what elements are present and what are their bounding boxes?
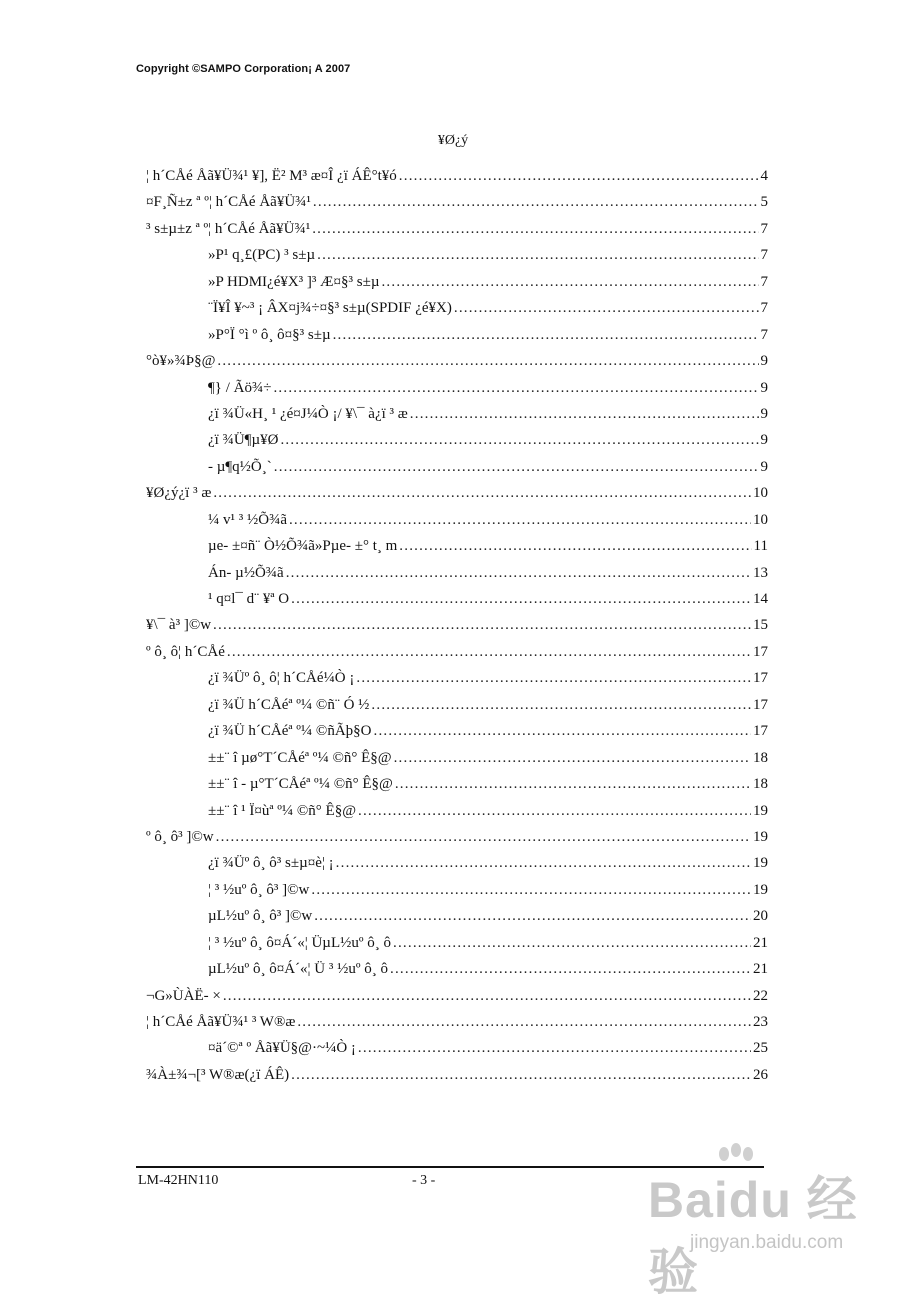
toc-entry-label: »P¹ q¸£(PC) ³ s±µ [208, 247, 316, 264]
toc-leader-dots [394, 750, 751, 767]
toc-entry-page: 9 [760, 379, 768, 396]
watermark-brand: Baidu 经验 [648, 1172, 858, 1300]
toc-entry-label: - µ¶q½Õ¸` [208, 458, 272, 475]
toc-entry-page: 9 [760, 353, 768, 370]
toc-entry-label: ¥Ø¿ý¿ï ³ æ [146, 485, 212, 502]
toc-entry[interactable] [146, 406, 768, 432]
toc-entry[interactable] [146, 908, 768, 934]
toc-entry[interactable] [146, 353, 768, 379]
toc-entry-label: °ò¥»¾Þ§@ [146, 353, 216, 370]
toc-entry-page: 25 [753, 1040, 768, 1057]
toc-entry-label: ¿ï ¾Üº ô¸ ô³ s±µ¤è¦ ¡ [208, 855, 334, 872]
toc-leader-dots [227, 644, 751, 661]
toc-entry-page: 17 [753, 723, 768, 740]
toc-entry[interactable] [146, 274, 768, 300]
toc-leader-dots [358, 803, 751, 820]
toc-entry-page: 15 [753, 617, 768, 634]
toc-entry-page: 4 [760, 168, 768, 184]
toc-entry-label: »P HDMI¿é¥X³ ]³ Æ¤§³ s±µ [208, 273, 380, 290]
toc-leader-dots [371, 697, 751, 714]
toc-entry-page: 19 [753, 855, 768, 872]
toc-entry-label: ±±¨ î µø°T´CÅéª º¼ ©ñ° Ê§@ [208, 749, 392, 766]
toc-leader-dots [216, 829, 751, 846]
toc-leader-dots [317, 247, 758, 264]
toc-entry-page: 7 [760, 300, 768, 317]
toc-entry-page: 10 [753, 485, 768, 502]
toc-leader-dots [286, 565, 751, 582]
toc-entry-label: ¼ v¹ ³ ½Õ¾ã [208, 511, 287, 528]
toc-title: ¥Ø¿ý [437, 133, 469, 148]
toc-entry[interactable] [146, 485, 768, 511]
toc-entry[interactable] [146, 591, 768, 617]
toc-entry[interactable] [146, 1067, 768, 1093]
toc-entry[interactable] [146, 247, 768, 273]
toc-leader-dots [336, 855, 751, 872]
toc-entry-page: 22 [753, 987, 768, 1004]
toc-entry-label: ¿ï ¾Ü h´CÅéª º¼ ©ñ¨ Ó ½ [208, 696, 370, 713]
toc-entry-label: µL½uº ô¸ ô³ ]©w [208, 908, 313, 925]
toc-entry-label: ¨Ï¥Î ¥~³ ¡ ÂX¤j¾÷¤§³ s±µ(SPDIF ¿é¥X) [208, 300, 452, 317]
toc-entry-page: 21 [753, 934, 768, 951]
copyright-notice: Copyright ©SAMPO Corporation¡ A 2007 [136, 63, 351, 75]
toc-entry-label: ¹ q¤l¯ d¨ ¥ª O [208, 591, 290, 607]
watermark-url: jingyan.baidu.com [690, 1232, 844, 1253]
toc-leader-dots [410, 406, 759, 423]
toc-entry-page: 9 [760, 432, 768, 449]
toc-entry[interactable] [146, 961, 768, 987]
toc-entry-label: ¦ ³ ½uº ô¸ ô³ ]©w [208, 881, 310, 898]
toc-entry[interactable] [146, 723, 768, 749]
toc-leader-dots [454, 300, 759, 317]
toc-entry[interactable] [146, 829, 768, 855]
toc-entry-page: 23 [753, 1014, 768, 1030]
toc-entry[interactable] [146, 300, 768, 326]
toc-entry-page: 17 [753, 643, 768, 660]
toc-entry-label: ¿ï ¾Ü¶µ¥Ø [208, 432, 279, 449]
toc-entry-label: ¤ä´©ª º Åã¥Ü§@·~¼Ò ¡ [208, 1040, 356, 1057]
toc-leader-dots [291, 1067, 751, 1084]
toc-entry-page: 21 [753, 961, 768, 978]
toc-leader-dots [390, 961, 751, 978]
toc-leader-dots [213, 485, 751, 502]
toc-entry-label: ¦ h´CÅé Åã¥Ü¾¹ ³ W®æ [146, 1014, 296, 1030]
toc-entry-page: 9 [760, 458, 768, 475]
toc-entry[interactable] [146, 380, 768, 406]
toc-entry-page: 18 [753, 749, 768, 766]
toc-entry-label: º ô¸ ô¦ h´CÅé [146, 643, 225, 660]
toc-leader-dots [395, 776, 751, 793]
toc-entry[interactable] [146, 459, 768, 485]
toc-leader-dots [399, 168, 759, 185]
toc-entry-label: µe- ±¤ñ¨ Ò½Õ¾ã»Pµe- ±° t¸ m [208, 538, 398, 555]
toc-entry-label: ¦ h´CÅé Åã¥Ü¾¹ ¥], Ë² M³ æ¤Î ¿ï ÁÊ°t¥ó [146, 168, 397, 184]
footer-model: LM-42HN110 [138, 1173, 219, 1188]
toc-entry-page: 18 [753, 776, 768, 793]
toc-entry-page: 10 [753, 511, 768, 528]
toc-entry-page: 19 [753, 828, 768, 845]
toc-leader-dots [280, 432, 758, 449]
toc-entry-label: ¿ï ¾Ü«H¸ ¹ ¿é¤J¼Ò ¡/ ¥\¯ à¿ï ³ æ [208, 405, 408, 422]
toc-entry-label: ¦ ³ ½uº ô¸ ô¤Á´«¦ ÜµL½uº ô¸ ô [208, 934, 392, 951]
toc-entry[interactable] [146, 644, 768, 670]
toc-entry[interactable] [146, 697, 768, 723]
toc-entry[interactable] [146, 988, 768, 1014]
toc-entry-label: º ô¸ ô³ ]©w [146, 828, 214, 845]
toc-leader-dots [223, 988, 751, 1005]
toc-entry[interactable] [146, 882, 768, 908]
toc-entry[interactable] [146, 855, 768, 881]
toc-entry-label: ¤F¸Ñ±z ª º¦ h´CÅé Åã¥Ü¾¹ [146, 194, 311, 211]
baidu-watermark [638, 1140, 900, 1300]
toc-entry-page: 13 [753, 564, 768, 581]
toc-entry-page: 17 [753, 670, 768, 687]
toc-entry-page: 7 [760, 273, 768, 290]
toc-leader-dots [274, 459, 759, 476]
toc-leader-dots [313, 194, 759, 211]
toc-leader-dots [273, 380, 758, 397]
toc-entry-label: µL½uº ô¸ ô¤Á´«¦ Ü ³ ½uº ô¸ ô [208, 961, 389, 978]
toc-entry-page: 19 [753, 881, 768, 898]
toc-leader-dots [374, 723, 752, 740]
toc-entry-page: 7 [760, 247, 768, 264]
toc-entry-label: »P°Ï °ì º ô¸ ô¤§³ s±µ [208, 326, 331, 343]
toc-entry[interactable] [146, 670, 768, 696]
toc-entry-label: ¶} / Ãö¾÷ [208, 379, 272, 396]
toc-entry[interactable] [146, 1014, 768, 1040]
toc-entry[interactable] [146, 935, 768, 961]
toc-entry-label: ±±¨ î ¹ Ï¤ùª º¼ ©ñ° Ê§@ [208, 802, 357, 819]
toc-entry[interactable] [146, 565, 768, 591]
toc-entry[interactable] [146, 1040, 768, 1066]
toc-entry[interactable] [146, 617, 768, 643]
toc-entry-page: 7 [760, 220, 768, 237]
table-of-contents [146, 168, 768, 1093]
footer-page-number: - 3 - [412, 1173, 436, 1188]
toc-entry-label: ¥\¯ à³ ]©w [146, 617, 212, 634]
toc-leader-dots [333, 327, 759, 344]
toc-entry-label: ¬G»ÙÀË- × [146, 987, 221, 1004]
toc-leader-dots [213, 617, 751, 634]
toc-entry-label: ¿ï ¾Ü h´CÅéª º¼ ©ñÃþ§O [208, 723, 372, 740]
toc-leader-dots [291, 591, 751, 608]
toc-entry-page: 20 [753, 908, 768, 925]
toc-entry[interactable] [146, 803, 768, 829]
toc-entry[interactable] [146, 194, 768, 220]
toc-entry-label: ¿ï ¾Üº ô¸ ô¦ h´CÅé¼Ò ¡ [208, 670, 355, 687]
toc-entry-label: ±±¨ î - µ°T´CÅéª º¼ ©ñ° Ê§@ [208, 776, 393, 793]
toc-entry-page: 14 [753, 591, 768, 607]
toc-leader-dots [312, 221, 758, 238]
toc-leader-dots [381, 274, 758, 291]
toc-entry[interactable] [146, 221, 768, 247]
toc-leader-dots [399, 538, 751, 555]
toc-entry-page: 7 [760, 326, 768, 343]
toc-leader-dots [217, 353, 758, 370]
toc-leader-dots [393, 935, 751, 952]
toc-entry[interactable] [146, 512, 768, 538]
toc-entry-page: 26 [753, 1066, 768, 1083]
toc-entry-page: 17 [753, 696, 768, 713]
toc-leader-dots [314, 908, 751, 925]
toc-leader-dots [358, 1040, 751, 1057]
toc-entry-page: 11 [753, 538, 768, 555]
toc-entry[interactable] [146, 538, 768, 564]
toc-entry[interactable] [146, 168, 768, 194]
toc-entry-label: Án- µ½Õ¾ã [208, 564, 284, 581]
toc-leader-dots [356, 670, 751, 687]
toc-leader-dots [311, 882, 751, 899]
toc-leader-dots [289, 512, 751, 529]
toc-entry-page: 9 [760, 405, 768, 422]
toc-entry[interactable] [146, 327, 768, 353]
toc-leader-dots [297, 1014, 751, 1031]
toc-entry-label: ¾À±¾¬[³ W®æ(¿ï ÁÊ) [146, 1066, 290, 1083]
toc-entry[interactable] [146, 750, 768, 776]
toc-entry[interactable] [146, 432, 768, 458]
toc-entry-page: 5 [760, 194, 768, 211]
toc-entry-label: ³ s±µ±z ª º¦ h´CÅé Åã¥Ü¾¹ [146, 220, 311, 237]
toc-entry[interactable] [146, 776, 768, 802]
toc-entry-page: 19 [753, 802, 768, 819]
